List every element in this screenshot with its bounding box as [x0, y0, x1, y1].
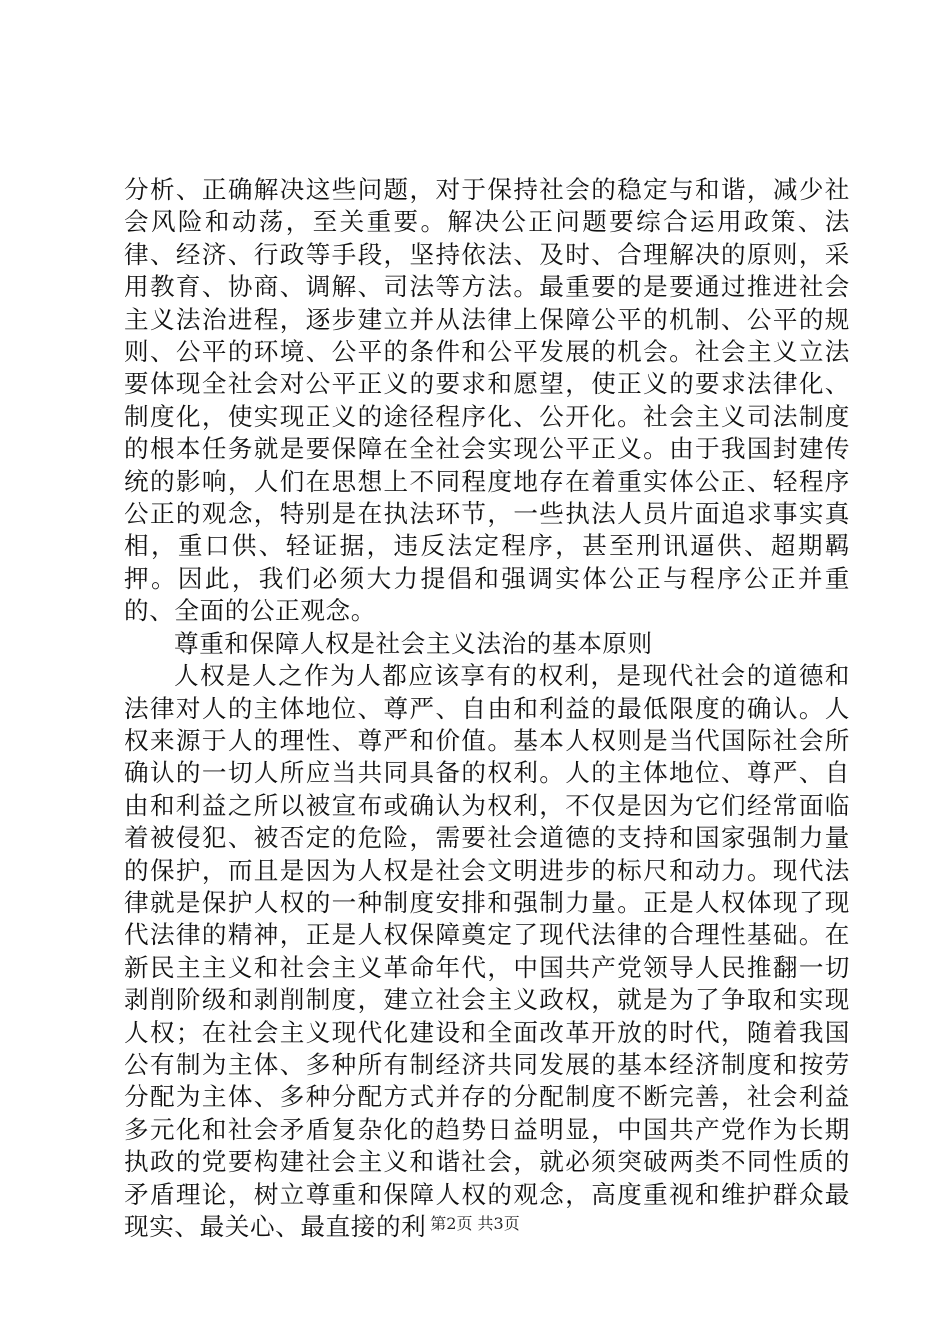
section-heading-human-rights: 尊重和保障人权是社会主义法治的基本原则 [174, 628, 653, 658]
page-number-footer: 第2页 共3页 [430, 1214, 520, 1233]
document-body [124, 174, 850, 1243]
paragraph-justice-continued: 分析、正确解决这些问题，对于保持社会的稳定与和谐，减少社会风险和动荡，至关重要。解决公正问题要综合运用政策、法律、经济、行政等手段，坚持依法、及时、合理解决的原则，采用教育、协商、调解、司法等方法。最重要的是要通过推进社会主义法治进程，逐步建立并从法律上保障公平的机制、公平的规则、公平的环境、公平的条件和公平发展的机会。社会主义立法要体现全社会对公平正义的要求和愿望，使正义的要求法律化、制度化，使实现正义的途径程序化、公开化。社会主义司法制度的根本任务就是要保障在全社会实现公平正义。由于我国封建传统的影响，人们在思想上不同程度地存在着重实体公正、轻程序公正的观念，特别是在执法环节，一些执法人员片面追求事实真相，重口供、轻证据，违反法定程序，甚至刑讯逼供、超期羁押。因此，我们必须大力提倡和强调实体公正与程序公正并重的、全面的公正观念。 [124, 175, 850, 626]
paragraph-human-rights: 人权是人之作为人都应该享有的权利，是现代社会的道德和法律对人的主体地位、尊严、自由和利益的最低限度的确认。人权来源于人的理性、尊严和价值。基本人权则是当代国际社会所确认的一切人所应当共同具备的权利。人的主体地位、尊严、自由和利益之所以被宣布或确认为权利，不仅是因为它们经常面临着被侵犯、被否定的危险，需要社会道德的支持和国家强制力量的保护，而且是因为人权是社会文明进步的标尺和动力。现代法律就是保护人权的一种制度安排和强制力量。正是人权体现了现代法律的精神，正是人权保障奠定了现代法律的合理性基础。在新民主主义和社会主义革命年代，中国共产党领导人民推翻一切剥削阶级和剥削制度，建立社会主义政权，就是为了争取和实现人权；在社会主义现代化建设和全面改革开放的时代，随着我国公有制为主体、多种所有制经济共同发展的基本经济制度和按劳分配为主体、多种分配方式并存的分配制度不断完善，社会利益多元化和社会矛盾复杂化的趋势日益明显，中国共产党作为长期执政的党要构建社会主义和谐社会，就必须突破两类不同性质的矛盾理论，树立尊重和保障人权的观念，高度重视和维护群众最现实、最关心、最直接的利 [124, 661, 850, 1241]
